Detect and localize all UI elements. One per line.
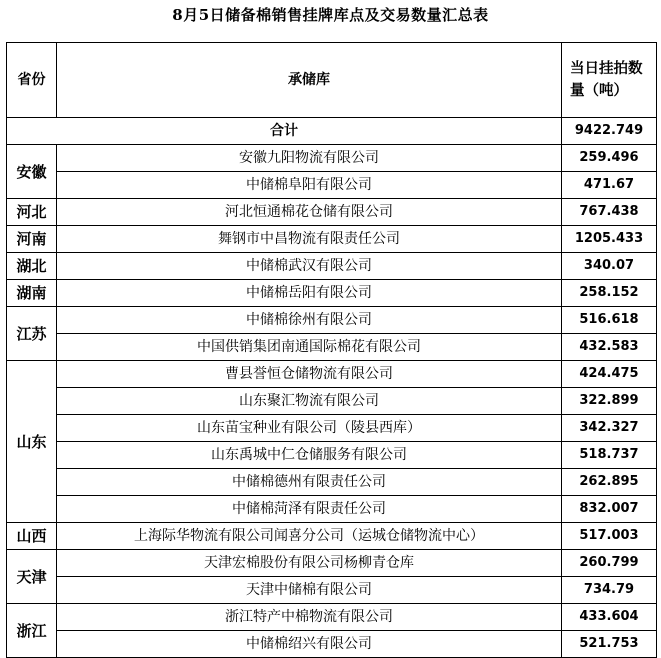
- table-row: [7, 361, 657, 388]
- table-row: [7, 307, 657, 334]
- quantity-header: 当日挂拍数量（吨）: [562, 43, 657, 118]
- warehouse-cell: 河北恒通棉花仓储有限公司: [57, 199, 562, 226]
- header-row: [7, 43, 657, 118]
- province-cell: 湖北: [7, 253, 57, 280]
- table-row: [7, 523, 657, 550]
- table-row: [7, 199, 657, 226]
- province-cell: 天津: [7, 550, 57, 604]
- warehouse-cell: 中储棉菏泽有限责任公司: [57, 496, 562, 523]
- quantity-cell: 734.79: [562, 577, 657, 604]
- warehouse-cell: 舞钢市中昌物流有限责任公司: [57, 226, 562, 253]
- quantity-cell: 258.152: [562, 280, 657, 307]
- quantity-cell: 259.496: [562, 145, 657, 172]
- quantity-cell: 260.799: [562, 550, 657, 577]
- quantity-cell: 342.327: [562, 415, 657, 442]
- total-value: 9422.749: [562, 118, 657, 145]
- table-row: [7, 334, 657, 361]
- warehouse-cell: 山东聚汇物流有限公司: [57, 388, 562, 415]
- warehouse-cell: 中储棉德州有限责任公司: [57, 469, 562, 496]
- table-row: [7, 388, 657, 415]
- table-row: [7, 577, 657, 604]
- table-row: [7, 226, 657, 253]
- warehouse-cell: 中储棉绍兴有限公司: [57, 631, 562, 658]
- table-row: [7, 496, 657, 523]
- table-row: [7, 469, 657, 496]
- quantity-cell: 340.07: [562, 253, 657, 280]
- quantity-cell: 832.007: [562, 496, 657, 523]
- summary-table: [6, 42, 657, 658]
- quantity-cell: 432.583: [562, 334, 657, 361]
- warehouse-cell: 上海际华物流有限公司闻喜分公司（运城仓储物流中心）: [57, 523, 562, 550]
- warehouse-cell: 山东苗宝种业有限公司（陵县西库）: [57, 415, 562, 442]
- warehouse-cell: 中国供销集团南通国际棉花有限公司: [57, 334, 562, 361]
- table-row: [7, 442, 657, 469]
- warehouse-cell: 天津宏棉股份有限公司杨柳青仓库: [57, 550, 562, 577]
- province-header: 省份: [7, 43, 57, 118]
- quantity-cell: 518.737: [562, 442, 657, 469]
- quantity-cell: 262.895: [562, 469, 657, 496]
- warehouse-cell: 中储棉阜阳有限公司: [57, 172, 562, 199]
- warehouse-cell: 曹县誉恒仓储物流有限公司: [57, 361, 562, 388]
- warehouse-cell: 中储棉岳阳有限公司: [57, 280, 562, 307]
- page-title: 8月5日储备棉销售挂牌库点及交易数量汇总表: [172, 6, 489, 24]
- province-cell: 河南: [7, 226, 57, 253]
- table-row: [7, 604, 657, 631]
- total-row: [7, 118, 657, 145]
- quantity-cell: 517.003: [562, 523, 657, 550]
- warehouse-cell: 浙江特产中棉物流有限公司: [57, 604, 562, 631]
- total-label: 合计: [7, 118, 562, 145]
- province-cell: 山西: [7, 523, 57, 550]
- table-row: [7, 253, 657, 280]
- province-cell: 安徽: [7, 145, 57, 199]
- province-cell: 河北: [7, 199, 57, 226]
- quantity-cell: 521.753: [562, 631, 657, 658]
- warehouse-cell: 中储棉武汉有限公司: [57, 253, 562, 280]
- province-cell: 山东: [7, 361, 57, 523]
- table-row: [7, 172, 657, 199]
- quantity-cell: 424.475: [562, 361, 657, 388]
- warehouse-cell: 安徽九阳物流有限公司: [57, 145, 562, 172]
- table-row: [7, 631, 657, 658]
- table-row: [7, 415, 657, 442]
- quantity-cell: 516.618: [562, 307, 657, 334]
- warehouse-cell: 山东禹城中仁仓储服务有限公司: [57, 442, 562, 469]
- warehouse-header: 承储库: [57, 43, 562, 118]
- table-row: [7, 145, 657, 172]
- warehouse-cell: 中储棉徐州有限公司: [57, 307, 562, 334]
- province-cell: 浙江: [7, 604, 57, 658]
- province-cell: 湖南: [7, 280, 57, 307]
- quantity-cell: 471.67: [562, 172, 657, 199]
- quantity-cell: 1205.433: [562, 226, 657, 253]
- province-cell: 江苏: [7, 307, 57, 361]
- quantity-cell: 322.899: [562, 388, 657, 415]
- table-row: [7, 280, 657, 307]
- warehouse-cell: 天津中储棉有限公司: [57, 577, 562, 604]
- table-row: [7, 550, 657, 577]
- quantity-cell: 433.604: [562, 604, 657, 631]
- quantity-cell: 767.438: [562, 199, 657, 226]
